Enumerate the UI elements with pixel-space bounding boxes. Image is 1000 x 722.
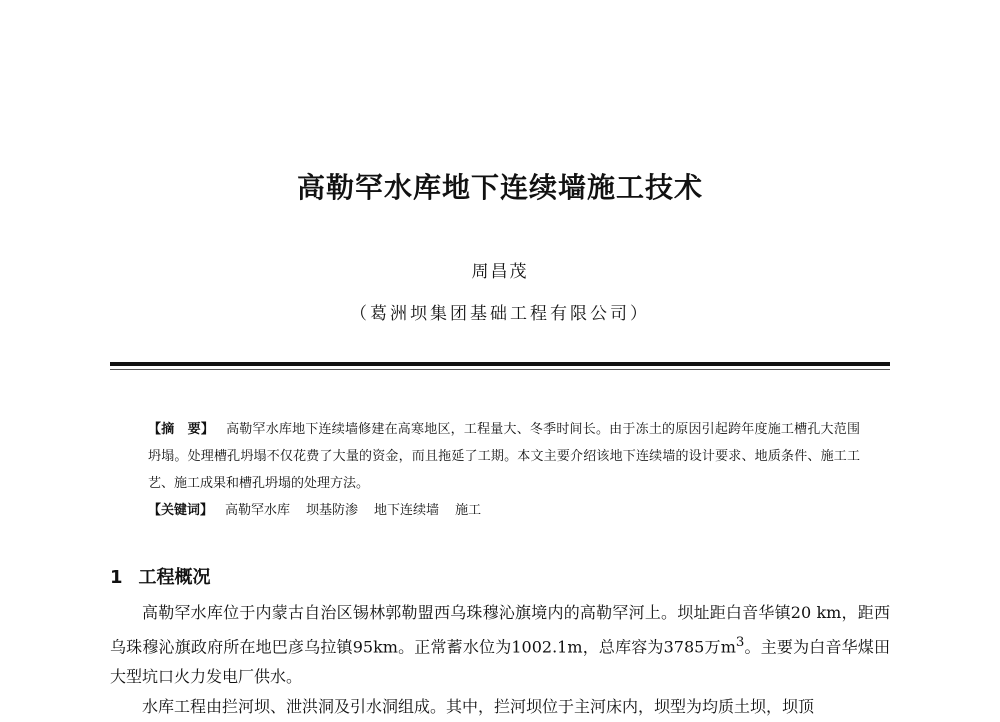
page-title: 高勒罕水库地下连续墙施工技术 xyxy=(296,171,703,204)
keywords-line xyxy=(148,497,860,524)
section-heading xyxy=(110,563,211,589)
abstract-text: 高勒罕水库地下连续墙修建在高寒地区，工程量大、冬季时间长。由于冻土的原因引起跨年度施工槽孔大范围坍塌。处理槽孔坍塌不仅花费了大量的资金，而且拖延了工期。本文主要介绍该地下连续墙的设计要求、地质条件、施工工艺、施工成果和槽孔坍塌的处理方法。 xyxy=(148,422,860,491)
keyword-item: 坝基防渗 xyxy=(306,503,359,518)
abstract-block xyxy=(148,416,860,524)
keyword-item: 高勒罕水库 xyxy=(225,503,291,518)
author-affiliation: （葛洲坝集团基础工程有限公司） xyxy=(350,304,650,324)
body-paragraph-text: 。主要为白音华煤田大型坑口火力发电厂供水。 xyxy=(110,637,890,687)
body-paragraph xyxy=(110,598,890,692)
keyword-item: 施工 xyxy=(455,503,482,518)
keyword-item: 地下连续墙 xyxy=(374,503,440,518)
header-divider-thin xyxy=(110,369,890,370)
body-paragraph-text: 高勒罕水库位于内蒙古自治区锡林郭勒盟西乌珠穆沁旗境内的高勒罕河上。坝址距白音华镇20 km，距西乌珠穆沁旗政府所在地巴彦乌拉镇95km。正常蓄水位为1002.1m，总库容为3785万m xyxy=(110,603,890,657)
section-title: 工程概况 xyxy=(138,567,211,588)
superscript-3: 3 xyxy=(735,635,745,650)
body-paragraph: 水库工程由拦河坝、泄洪洞及引水洞组成。其中，拦河坝位于主河床内，坝型为均质土坝，坝顶 xyxy=(142,697,815,717)
author-name: 周昌茂 xyxy=(471,262,529,282)
abstract-paragraph xyxy=(148,416,860,497)
header-divider-thick xyxy=(110,362,890,366)
abstract-label: 【摘 要】 xyxy=(148,422,215,437)
keywords-label: 【关键词】 xyxy=(148,503,214,518)
section-number: 1 xyxy=(110,567,123,588)
section-body xyxy=(110,598,890,722)
